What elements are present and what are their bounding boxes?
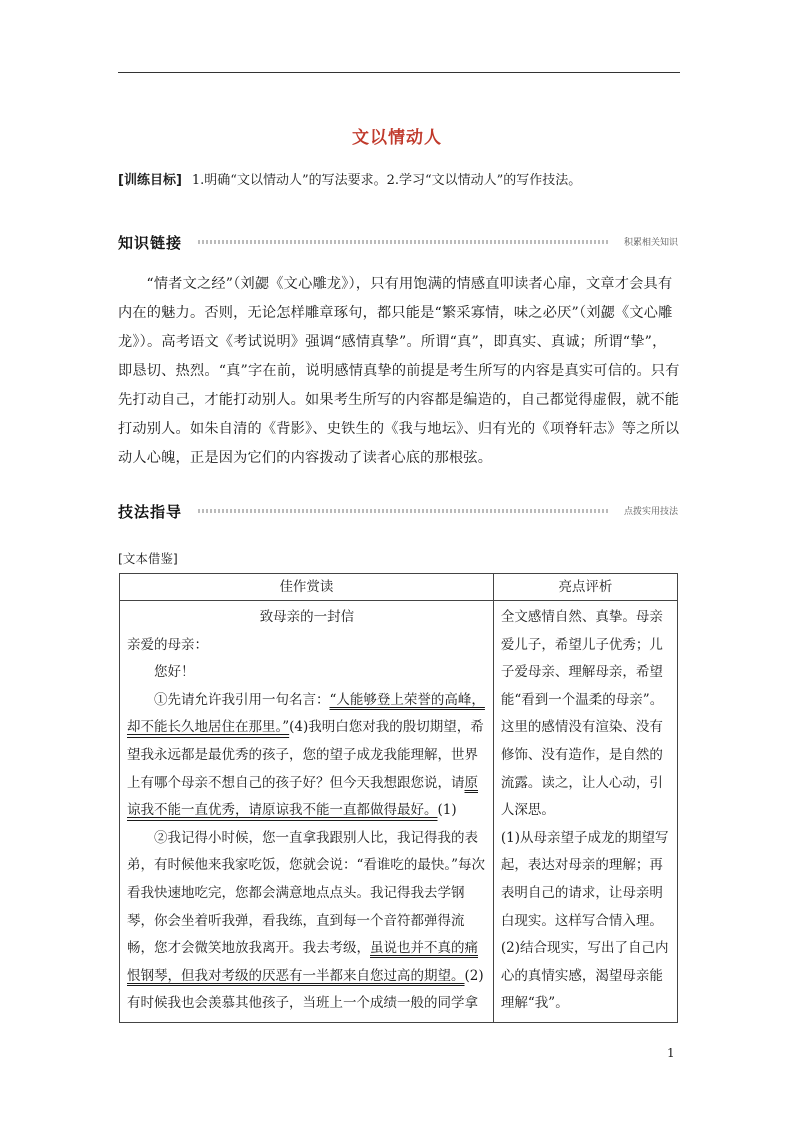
- table-header-row: [120, 574, 678, 601]
- letter-salutation: 亲爱的母亲：: [127, 636, 208, 653]
- page-title: 文以情动人: [352, 128, 442, 148]
- text-span: ①先请允许我引用一句名言：: [154, 691, 330, 708]
- col-left-header: 佳作赏读: [120, 574, 494, 601]
- goal-text: 1.明确“文以情动人”的写法要求。2.学习“文以情动人”的写作技法。: [191, 173, 582, 188]
- header-rule: [118, 72, 680, 73]
- commentary-cell: [493, 601, 677, 1023]
- essay-text-cell: [120, 601, 494, 1023]
- section-knowledge-label: 知识链接: [118, 234, 183, 252]
- letter-title: 致母亲的一封信: [259, 609, 355, 625]
- page-number: 1: [667, 1046, 675, 1060]
- commentary-3: (2)结合现实，写出了自己内心的真情实感，渴望母亲能理解“我”。: [500, 940, 669, 1012]
- letter-paragraph-2: [127, 825, 487, 1018]
- commentary-2: (1)从母亲望子成龙的期望写起，表达对母亲的理解；再表明自己的请求，让母亲明白现实。这样写合情入理。: [500, 829, 669, 929]
- section-technique-sub: 点拨实用技法: [623, 507, 678, 517]
- table-row: [120, 601, 678, 1023]
- section-technique-header: [118, 501, 680, 521]
- letter-greeting: 您好！: [154, 664, 195, 681]
- goal-tag: [训练目标]: [118, 173, 182, 188]
- col-right-header: 亮点评析: [493, 574, 677, 601]
- text-span: (2)有时候我也会羡慕其他孩子，当班上一个成绩一般的同学拿: [127, 967, 484, 1012]
- commentary-1: 全文感情自然、真挚。母亲爱儿子，希望儿子优秀；儿子爱母亲、理解母亲，希望能“看到一个温柔的母亲”。这里的感情没有渲染、没有修饰、没有造作，是自然的流露。读之，让人心动，引人深思。: [500, 609, 664, 819]
- section-divider: [198, 509, 610, 513]
- section-divider: [198, 240, 610, 244]
- underlined-request: 原谅我不能一直优秀，请原谅我不能一直都做得最好。: [127, 774, 478, 819]
- letter-paragraph-1: [127, 687, 487, 825]
- text-span: (4)我明白您对我的殷切期望，希望我永远都是最优秀的孩子，您的望子成龙我能理解，世界上有哪个母亲不想自己的孩子好？但今天我想跟您说，请: [127, 719, 484, 791]
- knowledge-paragraph: “情者文之经”（刘勰《文心雕龙》），只有用饱满的情感直叩读者心扉，文章才会具有内在的魅力。否则，无论怎样雕章琢句，都只能是“繁采寡情，味之必厌”（刘勰《文心雕龙》）。高考语文《考试说明》强调“感情真挚”。所谓“真”，即真实、真诚；所谓“挚”，即恳切、热烈。“真”字在前，说明感情真挚的前提是考生所写的内容是真实可信的。只有先打动自己，才能打动别人。如果考生所写的内容都是编造的，自己都觉得虚假，就不能打动别人。如朱自清的《背影》、史铁生的《我与地坛》、归有光的《项脊轩志》等之所以动人心魄，正是因为它们的内容拨动了读者心底的那根弦。: [118, 276, 680, 466]
- section-knowledge-header: [118, 232, 680, 252]
- section-technique-label: 技法指导: [118, 503, 183, 521]
- underlined-sentence: 虽说也并不真的痛恨钢琴，但我对考级的厌恶有一半都来自您过高的期望。: [127, 940, 478, 984]
- annotation-marker: (1): [437, 802, 457, 819]
- essay-table: [119, 573, 678, 1023]
- section-knowledge-sub: 积累相关知识: [623, 238, 678, 248]
- doc-reference-label: [文本借鉴]: [118, 551, 178, 566]
- training-goals: [118, 172, 680, 190]
- text-span: ②我记得小时候，您一直拿我跟别人比，我记得我的表弟，有时候他来我家吃饭，您就会说：“看谁吃的最快。”每次看我快速地吃完，您都会满意地点点头。我记得我去学钢琴，你会坐着听我弹，看我练，直到每一个音符都弹得流畅，您才会微笑地放我离开。我去考级，: [127, 829, 486, 957]
- underlined-quote: “人能够登上荣誉的高峰，却不能长久地居住在那里。”: [127, 691, 485, 736]
